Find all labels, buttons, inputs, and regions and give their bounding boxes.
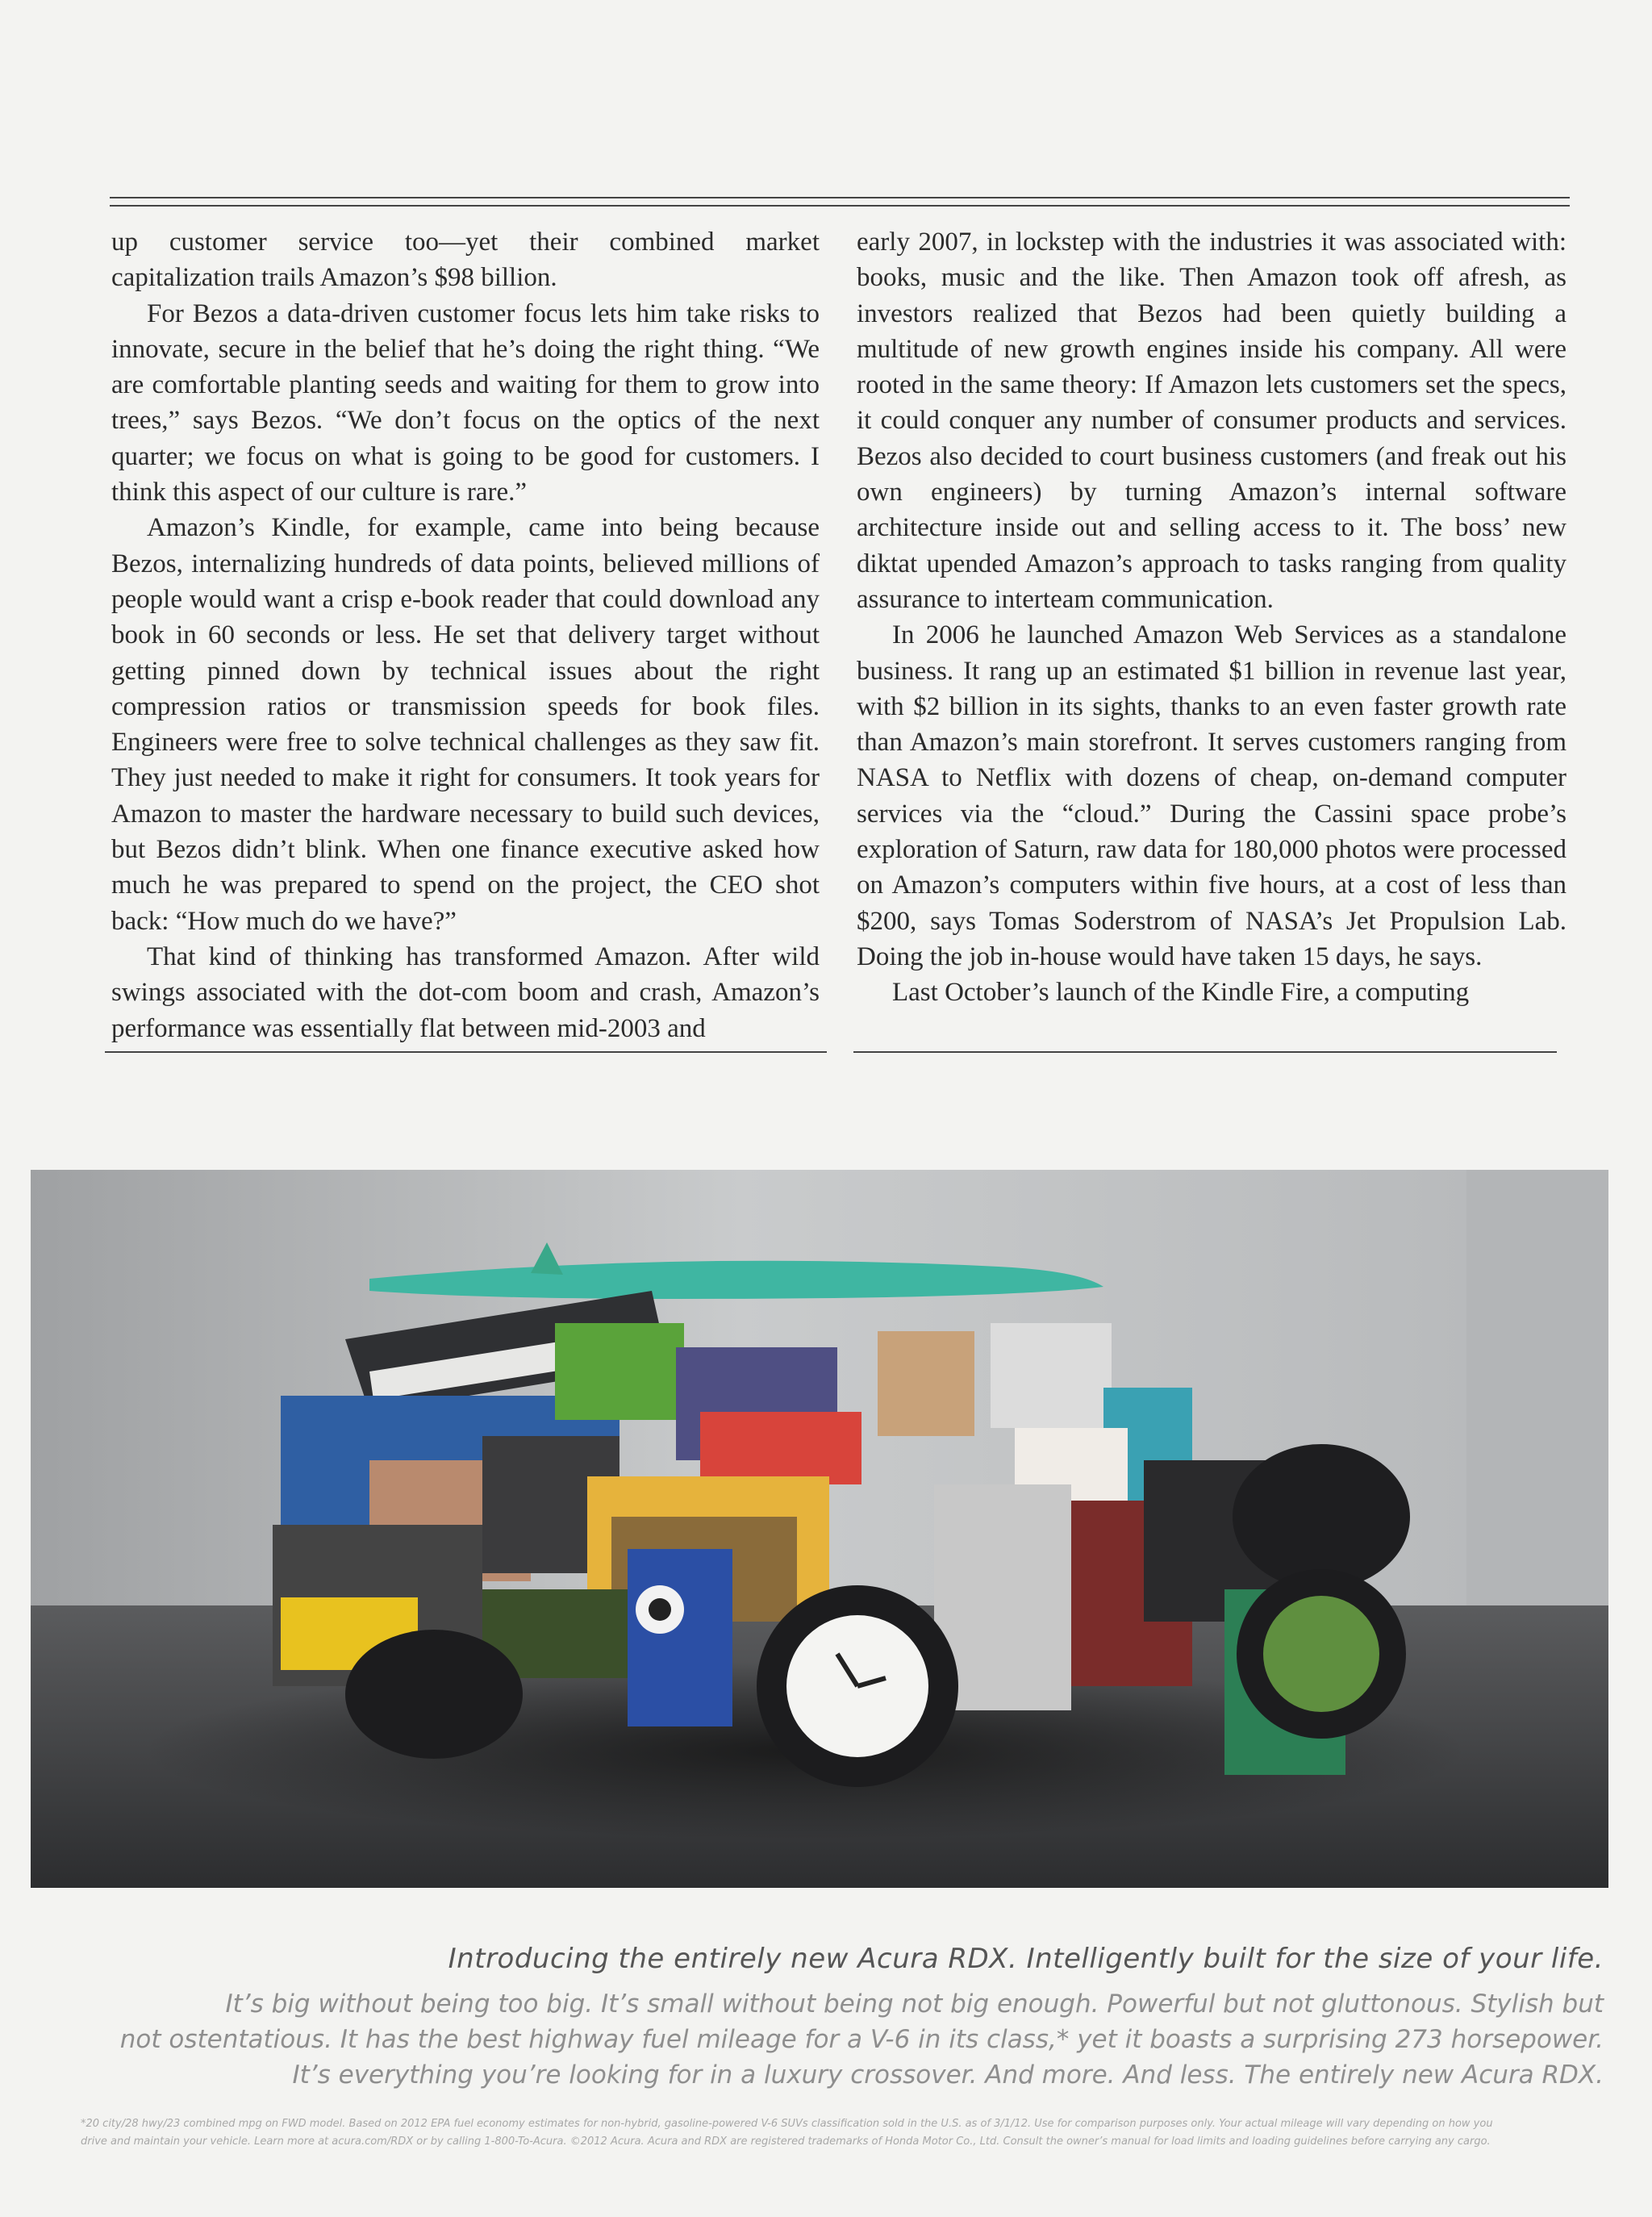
- column-rule-left: [105, 1051, 827, 1053]
- car-made-of-items-icon: [31, 1170, 1608, 1888]
- ad-car-photo: [31, 1170, 1608, 1888]
- article-paragraph: early 2007, in lockstep with the industries it was associated with: books, music and the like. Then Amazon took off afresh, as investors realized that Bezos had been quietly building a multitude of new growth engines inside his company. All were rooted in the same theory: If Amazon lets customers set the specs, it could conquer any number of consumer products and services. Bezos also decided to court business customers (and freak out his own engineers) by turning Amazon’s internal software architecture inside out and selling access to it. The boss’ new diktat upended Amazon’s approach to tasks ranging from quality assurance to interteam communication.: [857, 228, 1566, 614]
- article-paragraph: Amazon’s Kindle, for example, came into being because Bezos, internalizing hundreds of data points, believed millions of people would want a crisp e-book reader that could download any book in 60 seconds or less. He set that delivery target without getting pinned down by technical issues about the right compression ratios or transmission speeds for book files. Engineers were free to solve technical challenges as they saw fit. They just needed to make it right for consumers. It took years for Amazon to master the hardware necessary to build such devices, but Bezos didn’t blink. When one finance executive asked how much he was prepared to spend on the project, the CEO shot back: “How much do we have?”: [111, 513, 820, 936]
- ad-fine-print: drive and maintain your vehicle. Learn more at acura.com/RDX or by calling 1-800-To-Acura. ©2012 Acura. Acura and RDX are registered trademarks of Honda Motor Co., Ltd. Consult the owner’s manual for load limits and loading guidelines before carrying any cargo.: [81, 2136, 1491, 2148]
- article-paragraph: up customer service too—yet their combined market capitalization trails Amazon’s $98 billion.: [111, 228, 820, 293]
- article-paragraph: That kind of thinking has transformed Amazon. After wild swings associated with the dot-com boom and crash, Amazon’s performance was essentially flat between mid-2003 and: [111, 941, 820, 1043]
- ad-body-line: It’s everything you’re looking for in a luxury crossover. And more. And less. The entirely new Acura RDX.: [292, 2060, 1604, 2090]
- ad-body-line: It’s big without being too big. It’s small without being not big enough. Powerful but not gluttonous. Stylish but: [225, 1989, 1604, 2019]
- article-paragraph: In 2006 he launched Amazon Web Services as a standalone business. It rang up an estimated $1 billion in revenue last year, with $2 billion in its sights, thanks to an even faster growth rate than Amazon’s main storefront. It serves customers ranging from NASA to Netflix with dozens of cheap, on-demand computer services via the “cloud.” During the Cassini space probe’s exploration of Saturn, raw data for 180,000 photos were processed on Amazon’s computers within five hours, at a cost of less than $200, says Tomas Soderstrom of NASA’s Jet Propulsion Lab. Doing the job in-house would have taken 15 days, he says.: [857, 620, 1566, 971]
- article-paragraph: For Bezos a data-driven customer focus lets him take risks to innovate, secure in the belief that he’s doing the right thing. “We are comfortable planting seeds and waiting for them to grow into trees,” says Bezos. “We don’t focus on the optics of the next quarter; we focus on what is going to be good for customers. I think this aspect of our culture is rare.”: [111, 299, 820, 507]
- column-rule-right: [853, 1051, 1557, 1053]
- article-column-left: [111, 224, 820, 1046]
- article-column-right: [857, 224, 1566, 1011]
- ad-fine-print: *20 city/28 hwy/23 combined mpg on FWD model. Based on 2012 EPA fuel economy estimates for non-hybrid, gasoline-powered V-6 SUVs classification sold in the U.S. as of 3/1/12. Use for comparison purposes only. Your actual mileage will vary depending on how you: [81, 2118, 1493, 2130]
- header-double-rule: [110, 197, 1570, 207]
- ad-headline: Introducing the entirely new Acura RDX. Intelligently built for the size of your life.: [448, 1943, 1604, 1975]
- ad-body-line: not ostentatious. It has the best highway fuel mileage for a V-6 in its class,* yet it boasts a surprising 273 horsepower.: [119, 2025, 1604, 2054]
- article-paragraph: Last October’s launch of the Kindle Fire, a computing: [892, 978, 1470, 1008]
